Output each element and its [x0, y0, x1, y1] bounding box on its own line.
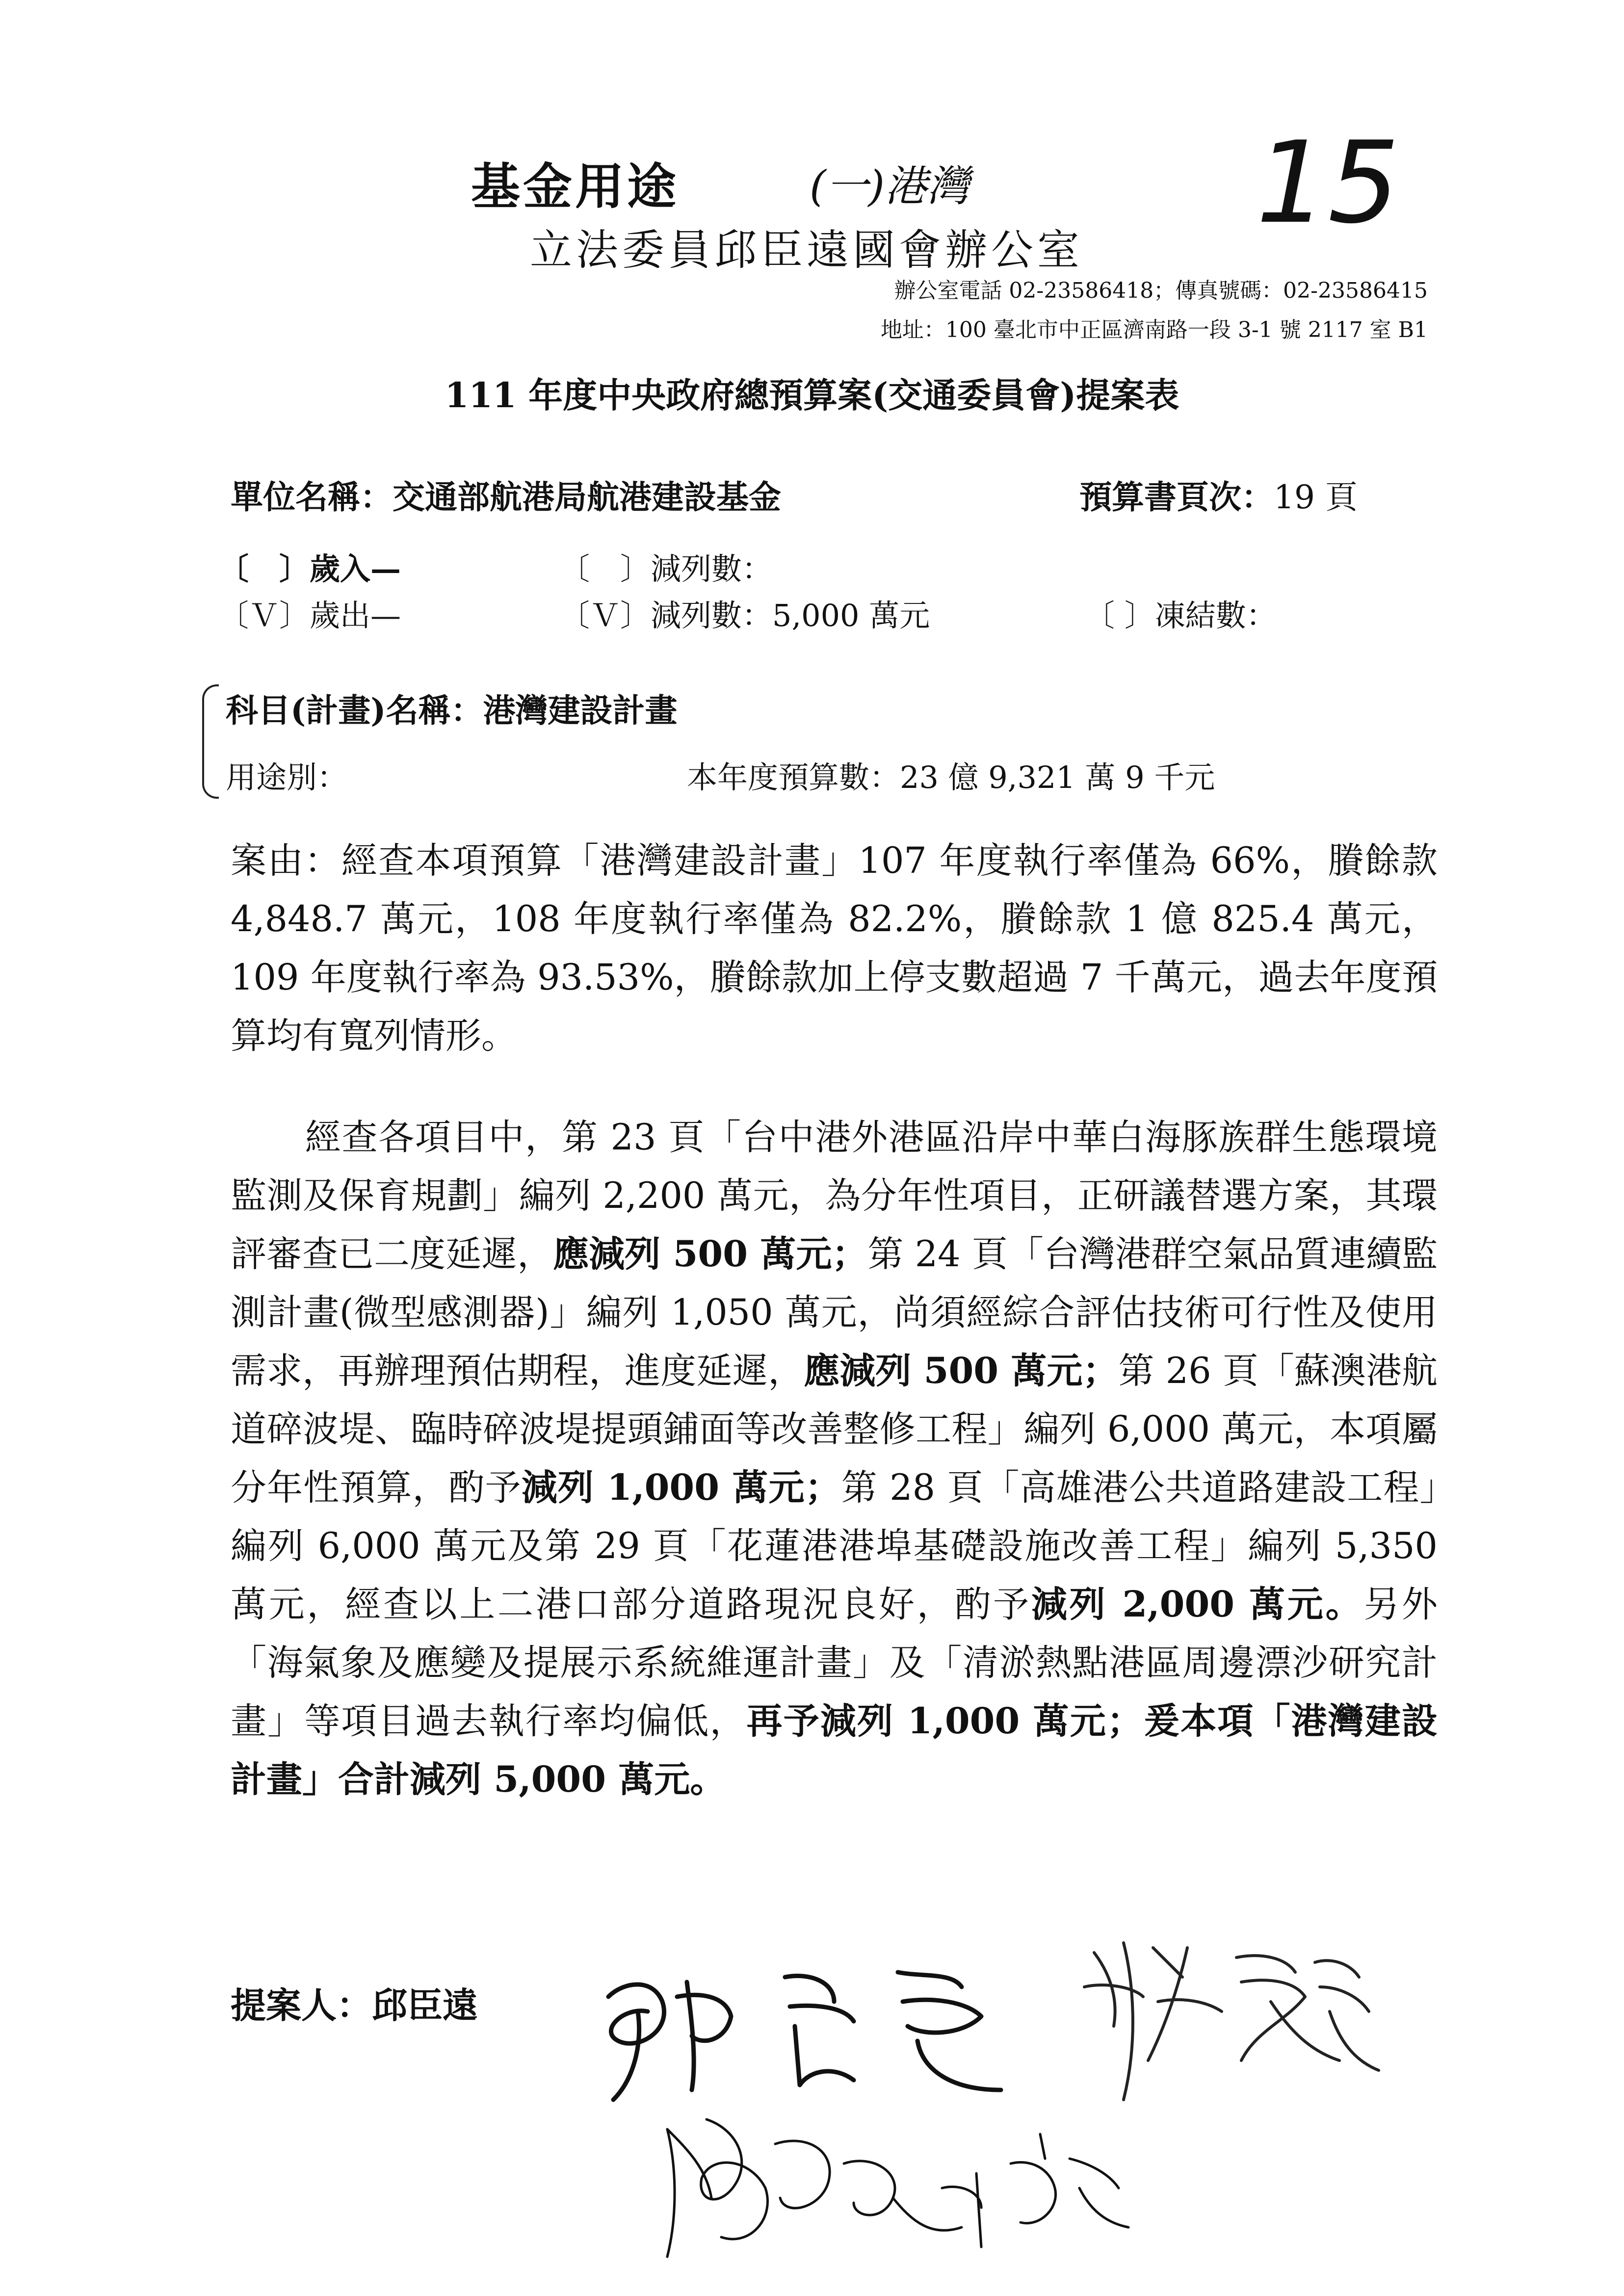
body-cut-amount: 應減列 500 萬元； [804, 1350, 1119, 1392]
body-segment: 第 28 頁「高雄港公共道路建設工程」編列 6,000 萬元及第 29 頁「花蓮港港埠基礎設施改善工程」編列 5,350 萬元，經查以上二港口部分道路現況良好，酌予 [231, 1467, 1438, 1625]
budget-page-value: 19 頁 [1274, 478, 1358, 516]
fund-use-handwriting: 基金用途 [471, 157, 679, 215]
page-number-handwriting: 15 [1256, 118, 1400, 249]
body-segment: 經查各項目中，第 23 頁「台中港外港區沿岸中華白海豚族群生態環境監測及保育規劃」編列 2,200 萬元，為分年性項目，正研議替選方案，其環評審查已二度延遲， [231, 1117, 1438, 1275]
unit-name: 單位名稱：交通部航港局航港建設基金 [231, 478, 781, 516]
use-category: 用途別： [226, 759, 348, 795]
body-cut-amount: 減列 1,000 萬元； [521, 1466, 841, 1509]
category-note-handwriting: (一)港灣 [810, 162, 969, 211]
subject-name: 科目(計畫)名稱：港灣建設計畫 [226, 691, 678, 730]
proposer: 提案人：邱臣遠 [231, 1984, 478, 2026]
body-segment: 第 26 頁「蘇澳港航道碎波堤、臨時碎波堤提頭鋪面等改善整修工程」編列 6,000 萬元，本項屬分年性預算，酌予 [231, 1350, 1438, 1509]
signature-3 [638, 2090, 1178, 2276]
expense-cut-checkbox: 〔Ｖ〕減列數：5,000 萬元 [559, 598, 930, 633]
reason-paragraph: 案由：經查本項預算「港灣建設計畫」107 年度執行率僅為 66%，賸餘款 4,848.7 萬元，108 年度執行率僅為 82.2%，賸餘款 1 億 825.4 萬元，109 年度執行率為 93.53%，賸餘款加上停支數超過 7 千萬元，過去年度預算均有寬列情形。 [231, 840, 1438, 1057]
budget-page-ref [1079, 471, 1358, 518]
revenue-cut-checkbox: 〔 〕減列數： [559, 551, 773, 587]
office-name: 立法委員邱臣遠國會辦公室 [530, 226, 1083, 275]
expense-checkbox: 〔Ｖ〕歲出— [218, 598, 401, 633]
office-address: 地址：100 臺北市中正區濟南路一段 3-1 號 2117 室 B1 [880, 317, 1428, 342]
body-segment: 第 24 頁「台灣港群空氣品質連續監測計畫(微型感測器)」編列 1,050 萬元，尚須經綜合評估技術可行性及使用需求，再辦理預估期程，進度延遲， [231, 1233, 1438, 1392]
annual-budget: 本年度預算數：23 億 9,321 萬 9 千元 [687, 759, 1215, 795]
budget-page-label: 預算書頁次： [1079, 478, 1274, 516]
body-paragraph [231, 1108, 1438, 1809]
body-cut-amount: 應減列 500 萬元； [553, 1233, 868, 1275]
office-phone: 辦公室電話 02-23586418；傳真號碼：02-23586415 [894, 278, 1428, 303]
freeze-checkbox: 〔 〕凍結數： [1084, 598, 1277, 633]
document-title: 111 年度中央政府總預算案(交通委員會)提案表 [445, 375, 1179, 416]
revenue-checkbox: 〔 〕歲入— [218, 551, 401, 587]
subject-bracket [202, 684, 219, 799]
body-segment: 另外「海氣象及應變及提展示系統維運計畫」及「清淤熱點港區周邊漂沙研究計畫」等項目過去執行率均偏低， [231, 1584, 1438, 1742]
body-total-cut: 再予減列 1,000 萬元；爰本項「港灣建設計畫」合計減列 5,000 萬元。 [231, 1700, 1438, 1800]
body-cut-amount: 減列 2,000 萬元。 [1031, 1583, 1364, 1625]
